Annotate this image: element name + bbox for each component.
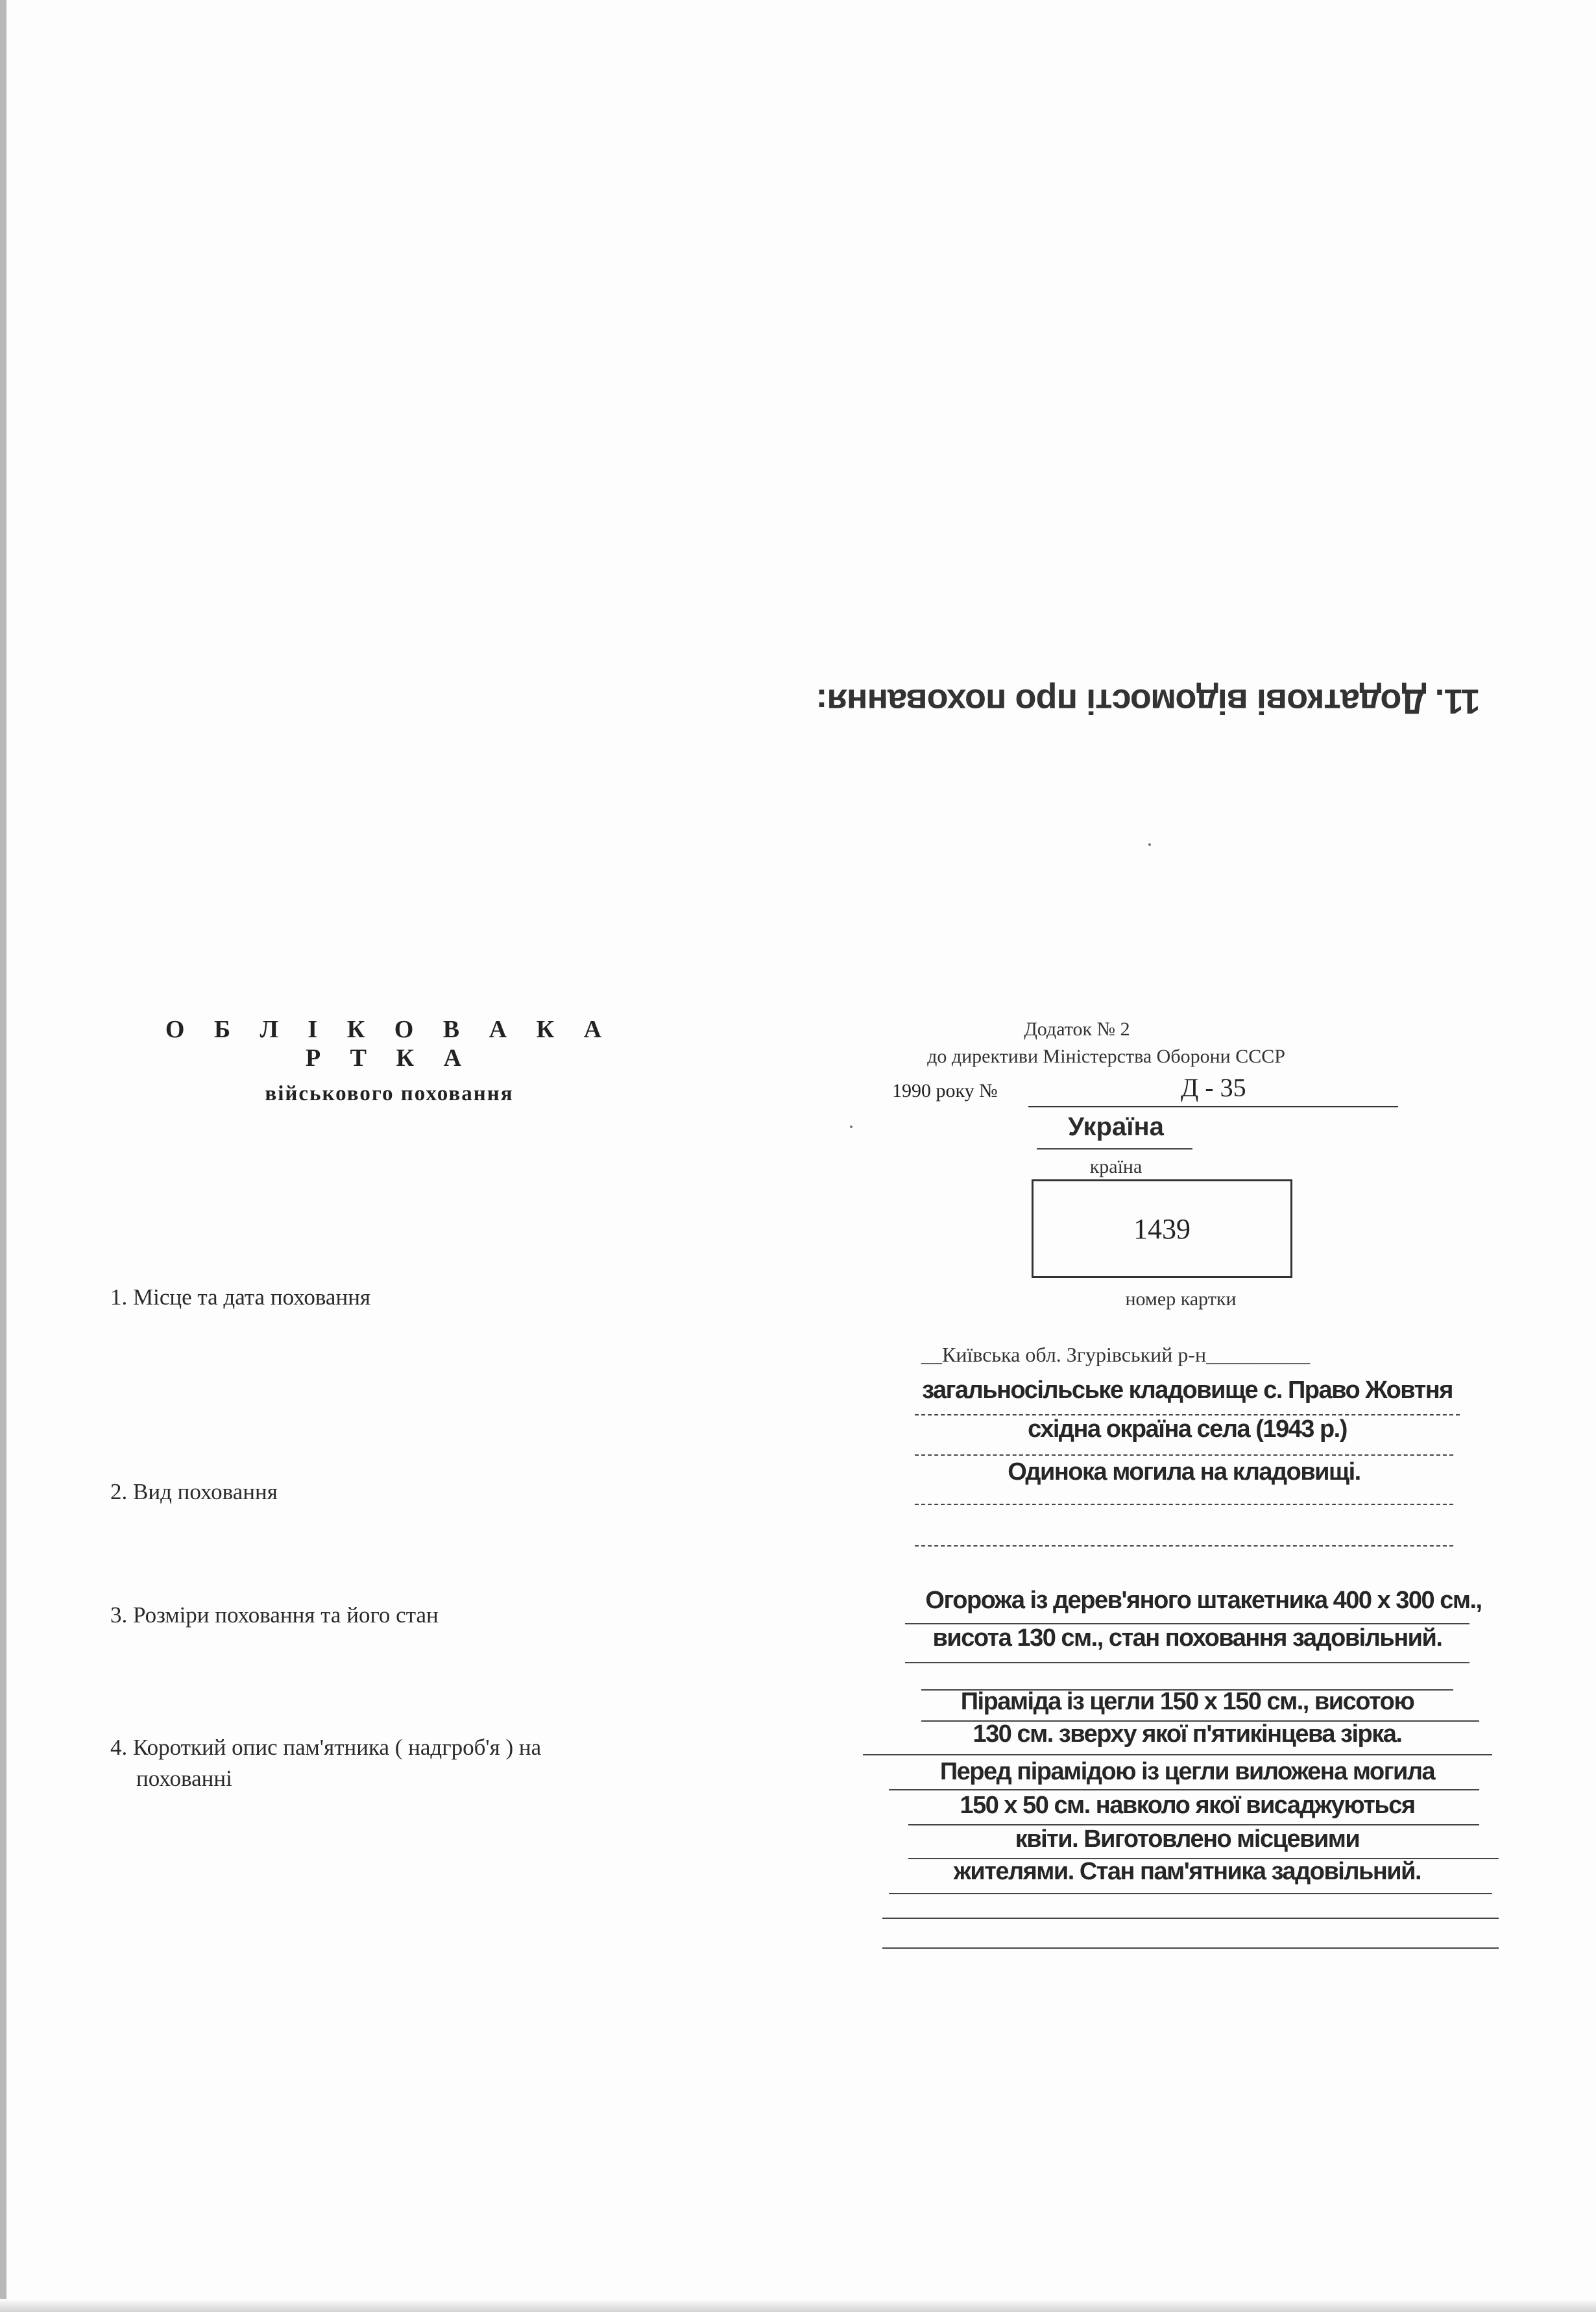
burial-place-region: __Київська обл. Згурівський р-н__________ [921,1343,1311,1366]
directive-year-line [892,1073,1411,1102]
year-prefix: 1990 року № [892,1080,998,1102]
burial-size-line2: висота 130 см., стан поховання задовільний. [932,1624,1442,1652]
appendix-label: Додаток № 2 [1024,1018,1130,1040]
monument-label-line2: похованні [136,1766,232,1791]
monument-description-label [110,1732,681,1794]
rule-line [889,1893,1492,1894]
burial-type-value: Одинока могила на кладовищі. [1008,1458,1360,1486]
additional-info-heading: 11. Додаткові відомості про поховання: [816,682,1481,721]
monument-line6: жителями. Стан пам'ятника задовільний. [953,1858,1421,1885]
dashed-rule [915,1545,1453,1547]
card-subtitle: військового поховання [265,1082,514,1105]
card-number-caption: номер картки [1125,1288,1237,1310]
monument-line4: 150 х 50 см. навколо якої висаджуються [960,1792,1415,1819]
scan-speck [1148,843,1151,846]
directive-label: до директиви Міністерства Оборони СССР [927,1046,1285,1067]
monument-line5: квіти. Виготовлено місцевими [1015,1825,1360,1853]
monument-line2: 130 см. зверху якої п'ятикінцева зірка. [973,1720,1402,1748]
directive-number-underline [1028,1106,1398,1107]
scan-edge-bottom [0,2299,1596,2312]
burial-place-label: 1. Місце та дата поховання [110,1284,371,1310]
monument-line1: Піраміда із цегли 150 х 150 см., висотою [960,1688,1414,1715]
burial-place-cemetery: загальносільське кладовище с. Право Жовтня [922,1377,1453,1404]
rule-line [889,1789,1479,1790]
rule-line [882,1947,1499,1949]
rule-line [905,1662,1469,1663]
card-title: О Б Л І К О В А К А Р Т К А [165,1016,614,1072]
scan-edge-left [0,0,6,2312]
dashed-rule [915,1504,1453,1505]
burial-type-label: 2. Вид поховання [110,1479,278,1504]
scan-speck [850,1126,852,1128]
rule-line [863,1754,1492,1755]
burial-place-location: східна окраїна села (1943 р.) [1028,1415,1347,1443]
directive-number: Д - 35 [1181,1073,1246,1102]
rule-line [882,1918,1499,1919]
country-underline [1037,1148,1192,1150]
dashed-rule [915,1454,1453,1456]
burial-size-label: 3. Розміри поховання та його стан [110,1602,439,1628]
monument-line3: Перед пірамідою із цегли виложена могила [939,1758,1435,1785]
burial-size-line1: Огорожа із дерев'яного штакетника 400 х 300 см., [925,1587,1482,1614]
country-caption: країна [1089,1156,1143,1177]
card-number: 1439 [1133,1212,1191,1245]
monument-label-line1: 4. Короткий опис пам'ятника ( надгроб'я ) на [110,1735,542,1760]
country-value: Україна [1068,1113,1164,1141]
card-number-box [1032,1179,1292,1278]
